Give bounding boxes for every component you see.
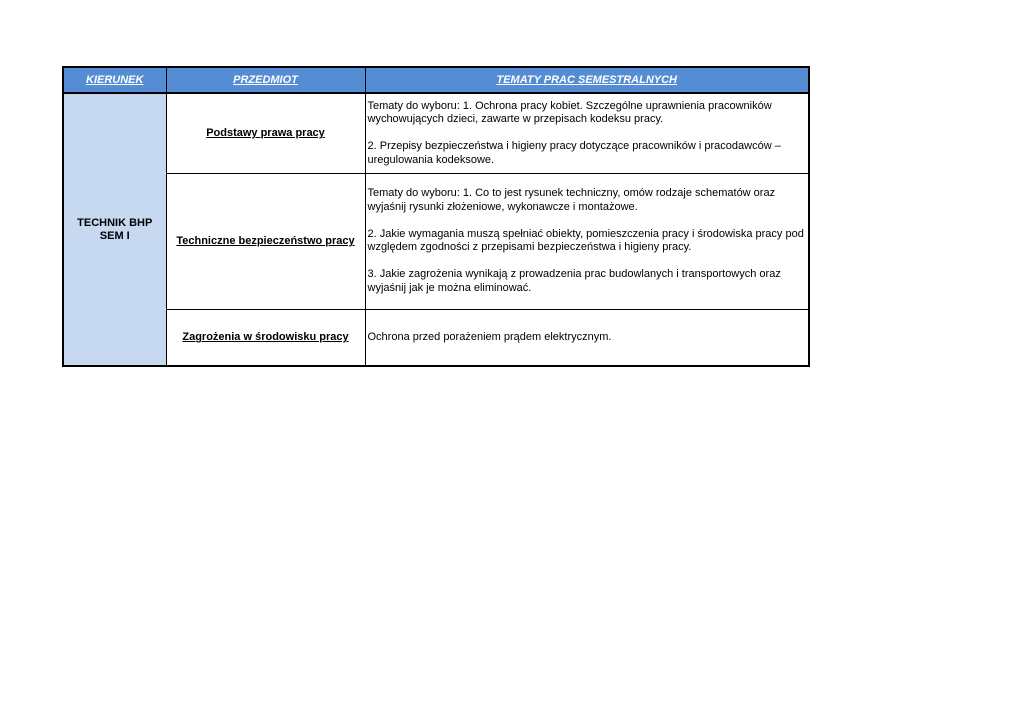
tematy-cell (365, 93, 809, 173)
przedmiot-cell: Podstawy prawa pracy (166, 93, 365, 173)
tematy-cell (365, 173, 809, 309)
topic-text: Tematy do wyboru: 1. Ochrona pracy kobiet. Szczególne uprawnienia pracowników wychowujących dzieci, zawarte w przepisach kodeksu pracy. (367, 99, 772, 125)
header-przedmiot: PRZEDMIOT (166, 67, 365, 93)
przedmiot-cell: Zagrożenia w środowisku pracy (166, 309, 365, 366)
kierunek-line-1: TECHNIK BHP (77, 216, 153, 229)
tematy-cell (365, 309, 809, 366)
table-row (63, 173, 809, 309)
topics-table (62, 66, 810, 367)
kierunek-line-2: SEM I (99, 229, 130, 242)
kierunek-cell (63, 93, 166, 366)
topic-text: Ochrona przed porażeniem prądem elektrycznym. (367, 330, 612, 343)
topic-text: Tematy do wyboru: 1. Co to jest rysunek techniczny, omów rodzaje schematów oraz wyjaśnij rysunki złożeniowe, wykonawcze i montażowe. (367, 187, 776, 213)
table-row (63, 309, 809, 366)
header-row (63, 67, 809, 93)
header-tematy: TEMATY PRAC SEMESTRALNYCH (365, 67, 809, 93)
topic-text: 2. Jakie wymagania muszą spełniać obiekty, pomieszczenia pracy i środowiska pracy pod względem zgodności z przepisami bezpieczeństwa i higieny pracy. (367, 227, 804, 253)
header-kierunek: KIERUNEK (63, 67, 166, 93)
table-row (63, 93, 809, 173)
topic-text: 2. Przepisy bezpieczeństwa i higieny pracy dotyczące pracowników i pracodawców – uregulowania kodeksowe. (367, 140, 781, 166)
przedmiot-cell: Techniczne bezpieczeństwo pracy (166, 173, 365, 309)
topic-text: 3. Jakie zagrożenia wynikają z prowadzenia prac budowlanych i transportowych oraz wyjaśnij jak je można eliminować. (367, 268, 781, 294)
